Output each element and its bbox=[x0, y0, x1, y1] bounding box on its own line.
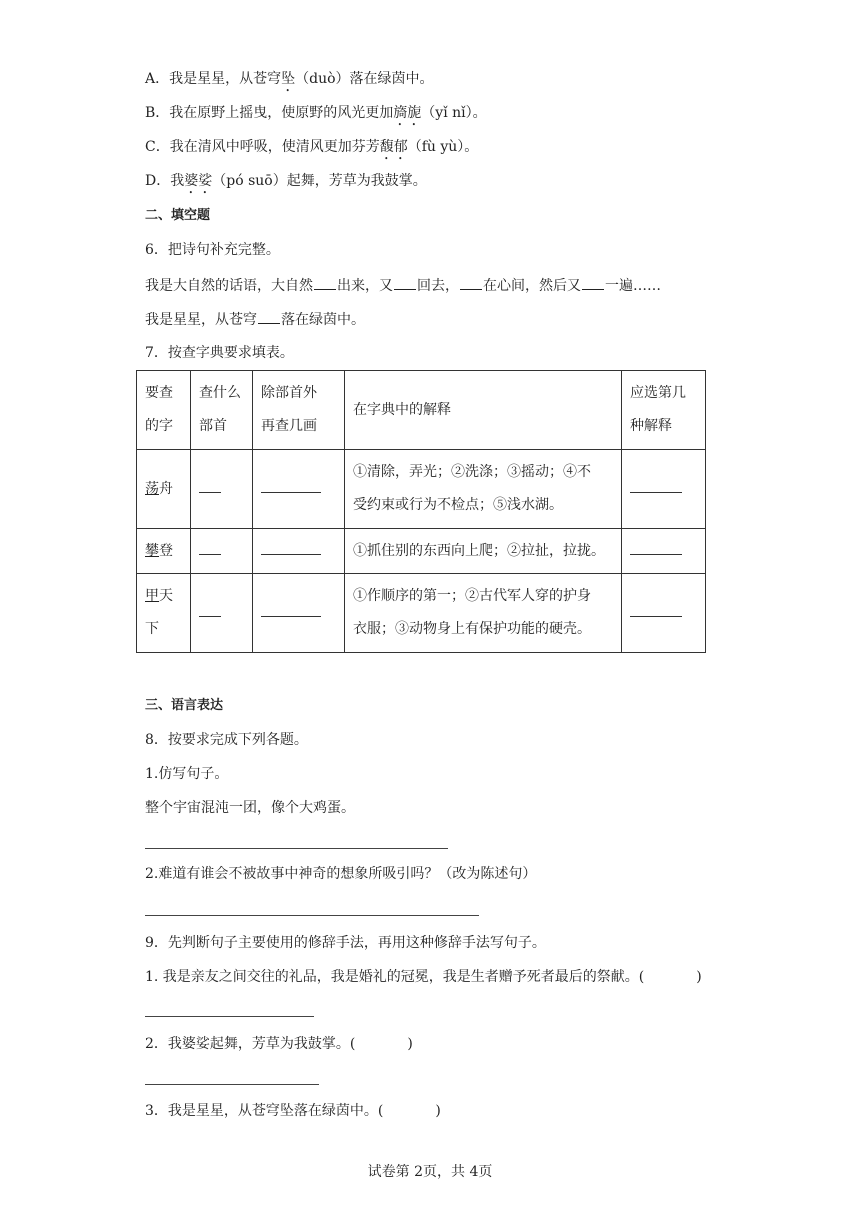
option-a bbox=[145, 70, 434, 95]
radical-cell[interactable] bbox=[191, 529, 253, 574]
blank[interactable] bbox=[261, 602, 321, 617]
answer-line[interactable] bbox=[145, 1084, 319, 1085]
word-char: 甲 bbox=[145, 588, 159, 604]
q6-text: 我是大自然的话语，大自然 bbox=[145, 278, 313, 294]
q6-text: 回去， bbox=[417, 278, 459, 294]
q8-title: 8．按要求完成下列各题。 bbox=[145, 732, 308, 748]
option-c-text: C．我在清风中呼吸，使清风更加芬芳 bbox=[145, 139, 380, 155]
header-text: 应选第几 bbox=[630, 385, 686, 401]
dictionary-table bbox=[136, 370, 706, 653]
section-2-title: 二、填空题 bbox=[145, 208, 211, 223]
q8-1-label: 1.仿写句子。 bbox=[145, 766, 229, 782]
q9-text: 1. 我是亲友之间交往的礼品，我是婚礼的冠冕，我是生者赠予死者最后的祭献。( bbox=[145, 969, 645, 985]
word-cell bbox=[137, 450, 191, 529]
blank[interactable] bbox=[630, 478, 682, 493]
q6-text: 在心间，然后又 bbox=[483, 278, 581, 294]
word-rest: 登 bbox=[159, 542, 173, 559]
blank[interactable] bbox=[314, 276, 336, 290]
paren-close: ) bbox=[696, 969, 702, 985]
blank[interactable] bbox=[394, 276, 416, 290]
option-a-word: 坠 bbox=[281, 71, 296, 87]
explanation-text: 衣服；③动物身上有保护功能的硬壳。 bbox=[353, 621, 591, 637]
q8-2-label: 2.难道有谁会不被故事中神奇的想象所吸引吗？（改为陈述句） bbox=[145, 866, 537, 882]
blank[interactable] bbox=[582, 276, 604, 290]
q9-3 bbox=[145, 1102, 441, 1120]
header-cell bbox=[345, 371, 622, 450]
table-row bbox=[137, 529, 706, 574]
explanation-cell bbox=[345, 450, 622, 529]
paren-close: ) bbox=[435, 1103, 441, 1119]
header-text: 除部首外 bbox=[261, 385, 317, 401]
radical-cell[interactable] bbox=[191, 574, 253, 653]
q6-text: 一遍…… bbox=[605, 278, 661, 294]
blank[interactable] bbox=[630, 540, 682, 555]
option-d-word: 婆娑 bbox=[184, 173, 213, 189]
word-rest: 下 bbox=[145, 621, 159, 637]
header-text: 部首 bbox=[199, 418, 227, 434]
word-char: 荡 bbox=[145, 480, 159, 497]
header-text: 的字 bbox=[145, 418, 173, 434]
option-c-word: 馥郁 bbox=[379, 139, 408, 155]
q9-2 bbox=[145, 1035, 413, 1053]
header-text: 在字典中的解释 bbox=[353, 401, 451, 418]
option-d-text: D．我 bbox=[145, 173, 185, 189]
strokes-cell[interactable] bbox=[253, 574, 345, 653]
option-d bbox=[145, 172, 427, 197]
q6-title: 6．把诗句补充完整。 bbox=[145, 242, 280, 258]
word-rest: 天 bbox=[159, 588, 173, 604]
header-text: 种解释 bbox=[630, 418, 672, 434]
table-row bbox=[137, 450, 706, 529]
blank[interactable] bbox=[261, 478, 321, 493]
blank[interactable] bbox=[199, 602, 221, 617]
explanation-cell bbox=[345, 574, 622, 653]
q6-line-1 bbox=[145, 276, 661, 295]
q8-1-sentence: 整个宇宙混沌一团，像个大鸡蛋。 bbox=[145, 800, 355, 816]
q9-text: 2．我婆娑起舞，芳草为我鼓掌。( bbox=[145, 1036, 356, 1052]
option-b bbox=[145, 104, 487, 129]
q9-1 bbox=[145, 968, 702, 986]
choice-cell[interactable] bbox=[622, 529, 706, 574]
q7-title: 7．按查字典要求填表。 bbox=[145, 345, 294, 361]
table-row bbox=[137, 574, 706, 653]
answer-line[interactable] bbox=[145, 915, 479, 916]
header-text: 查什么 bbox=[199, 385, 241, 401]
section-3-title: 三、语言表达 bbox=[145, 698, 224, 713]
explanation-text: ①抓住别的东西向上爬；②拉扯，拉拢。 bbox=[353, 542, 605, 559]
choice-cell[interactable] bbox=[622, 574, 706, 653]
explanation-text: ①作顺序的第一；②古代军人穿的护身 bbox=[353, 588, 591, 604]
q9-title: 9．先判断句子主要使用的修辞手法，再用这种修辞手法写句子。 bbox=[145, 935, 546, 951]
q6-text: 出来，又 bbox=[337, 278, 393, 294]
header-text: 再查几画 bbox=[261, 418, 317, 434]
option-c bbox=[145, 138, 478, 163]
header-cell bbox=[253, 371, 345, 450]
option-b-pinyin: （yǐ nǐ）。 bbox=[421, 105, 487, 121]
paren-close: ) bbox=[407, 1036, 413, 1052]
strokes-cell[interactable] bbox=[253, 529, 345, 574]
explanation-cell bbox=[345, 529, 622, 574]
word-cell bbox=[137, 529, 191, 574]
header-cell bbox=[622, 371, 706, 450]
blank[interactable] bbox=[258, 310, 280, 324]
q6-text: 落在绿茵中。 bbox=[281, 312, 365, 328]
option-c-pinyin: （fù yù）。 bbox=[407, 139, 479, 155]
word-char: 攀 bbox=[145, 542, 159, 559]
table-header-row bbox=[137, 371, 706, 450]
q9-text: 3．我是星星，从苍穹坠落在绿茵中。( bbox=[145, 1103, 384, 1119]
page-footer: 试卷第 2页，共 4页 bbox=[367, 1164, 493, 1180]
explanation-text: ①清除，弄光；②洗涤；③摇动；④不 bbox=[353, 464, 591, 480]
option-d-pinyin: （pó suō）起舞，芳草为我鼓掌。 bbox=[212, 173, 427, 189]
q6-text: 我是星星，从苍穹 bbox=[145, 312, 257, 328]
word-rest: 舟 bbox=[159, 480, 173, 497]
option-b-word: 旖旎 bbox=[393, 105, 422, 121]
option-a-pinyin: （duò）落在绿茵中。 bbox=[295, 71, 434, 87]
header-cell bbox=[191, 371, 253, 450]
blank[interactable] bbox=[261, 540, 321, 555]
header-cell bbox=[137, 371, 191, 450]
option-a-text: A．我是星星，从苍穹 bbox=[145, 71, 282, 87]
blank[interactable] bbox=[460, 276, 482, 290]
blank[interactable] bbox=[630, 602, 682, 617]
word-cell bbox=[137, 574, 191, 653]
blank[interactable] bbox=[199, 478, 221, 493]
option-b-text: B．我在原野上摇曳，使原野的风光更加 bbox=[145, 105, 394, 121]
answer-line[interactable] bbox=[145, 848, 448, 849]
q6-line-2 bbox=[145, 310, 365, 329]
choice-cell[interactable] bbox=[622, 450, 706, 529]
answer-line[interactable] bbox=[145, 1016, 314, 1017]
explanation-text: 受约束或行为不检点；⑤浅水湖。 bbox=[353, 497, 563, 513]
strokes-cell[interactable] bbox=[253, 450, 345, 529]
blank[interactable] bbox=[199, 540, 221, 555]
header-text: 要查 bbox=[145, 385, 173, 401]
radical-cell[interactable] bbox=[191, 450, 253, 529]
